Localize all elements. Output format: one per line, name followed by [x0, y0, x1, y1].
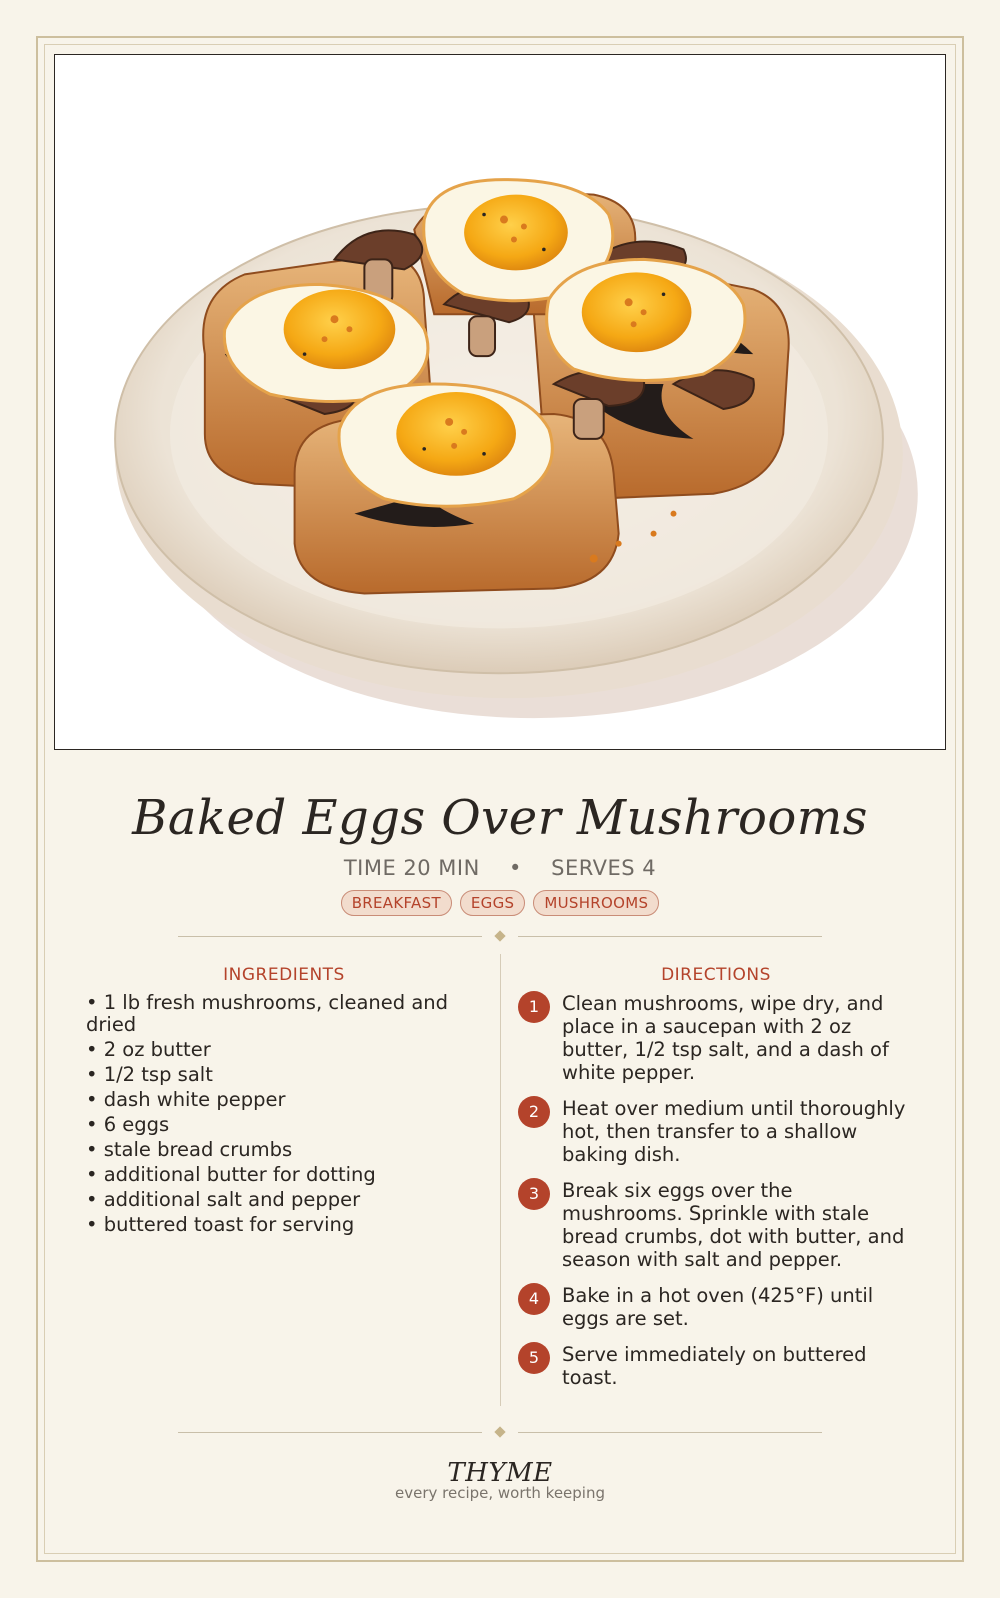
step-number-badge: 4: [518, 1283, 550, 1315]
step-number-badge: 5: [518, 1342, 550, 1374]
tag-breakfast[interactable]: BREAKFAST: [341, 890, 452, 916]
step-number-badge: 2: [518, 1096, 550, 1128]
ingredient-item: • stale bread crumbs: [86, 1139, 466, 1161]
recipe-photo: [54, 54, 946, 750]
step-text: Heat over medium until thoroughly hot, then transfer to a shallow baking dish.: [562, 1097, 906, 1166]
direction-step: [518, 1343, 918, 1389]
ingredient-item: • 1/2 tsp salt: [86, 1064, 466, 1086]
directions-list: [518, 992, 918, 1402]
ingredient-item: • 1 lb fresh mushrooms, cleaned and dried: [86, 992, 466, 1036]
baked-eggs-illustration: [55, 55, 945, 749]
ingredient-item: • 2 oz butter: [86, 1039, 466, 1061]
step-text: Break six eggs over the mushrooms. Sprinkle with stale bread crumbs, dot with butter, and season with salt and pepper.: [562, 1179, 905, 1271]
ingredient-item: • dash white pepper: [86, 1089, 466, 1111]
brand-logo: THYME: [447, 1458, 553, 1488]
direction-step: [518, 1097, 918, 1166]
brand-tagline: every recipe, worth keeping: [394, 1484, 605, 1502]
direction-step: [518, 1179, 918, 1271]
direction-step: [518, 1284, 918, 1330]
step-text: Clean mushrooms, wipe dry, and place in a saucepan with 2 oz butter, 1/2 tsp salt, and a dash of white pepper.: [562, 992, 889, 1084]
servings: SERVES 4: [551, 856, 657, 880]
recipe-title: Baked Eggs Over Mushrooms: [132, 790, 868, 846]
step-number-badge: 1: [518, 991, 550, 1023]
tag-mushrooms[interactable]: MUSHROOMS: [533, 890, 659, 916]
directions-heading: DIRECTIONS: [661, 965, 771, 985]
recipe-meta: [0, 856, 1000, 880]
footer-divider-right: [518, 1432, 822, 1433]
tag-eggs[interactable]: EGGS: [460, 890, 525, 916]
ingredient-item: • additional salt and pepper: [86, 1189, 466, 1211]
divider-left: [178, 936, 482, 937]
ingredients-list: [86, 992, 466, 1239]
column-divider: [500, 954, 501, 1406]
step-number-badge: 3: [518, 1178, 550, 1210]
ingredients-heading: INGREDIENTS: [223, 965, 345, 985]
prep-time: TIME 20 MIN: [343, 856, 480, 880]
tag-list: [0, 890, 1000, 916]
ingredient-item: • buttered toast for serving: [86, 1214, 466, 1236]
direction-step: [518, 992, 918, 1084]
meta-separator: •: [509, 856, 522, 880]
step-text: Bake in a hot oven (425°F) until eggs are set.: [562, 1284, 874, 1330]
ingredient-item: • additional butter for dotting: [86, 1164, 466, 1186]
divider-right: [518, 936, 822, 937]
footer-divider-left: [178, 1432, 482, 1433]
step-text: Serve immediately on buttered toast.: [562, 1343, 867, 1389]
ingredient-item: • 6 eggs: [86, 1114, 466, 1136]
